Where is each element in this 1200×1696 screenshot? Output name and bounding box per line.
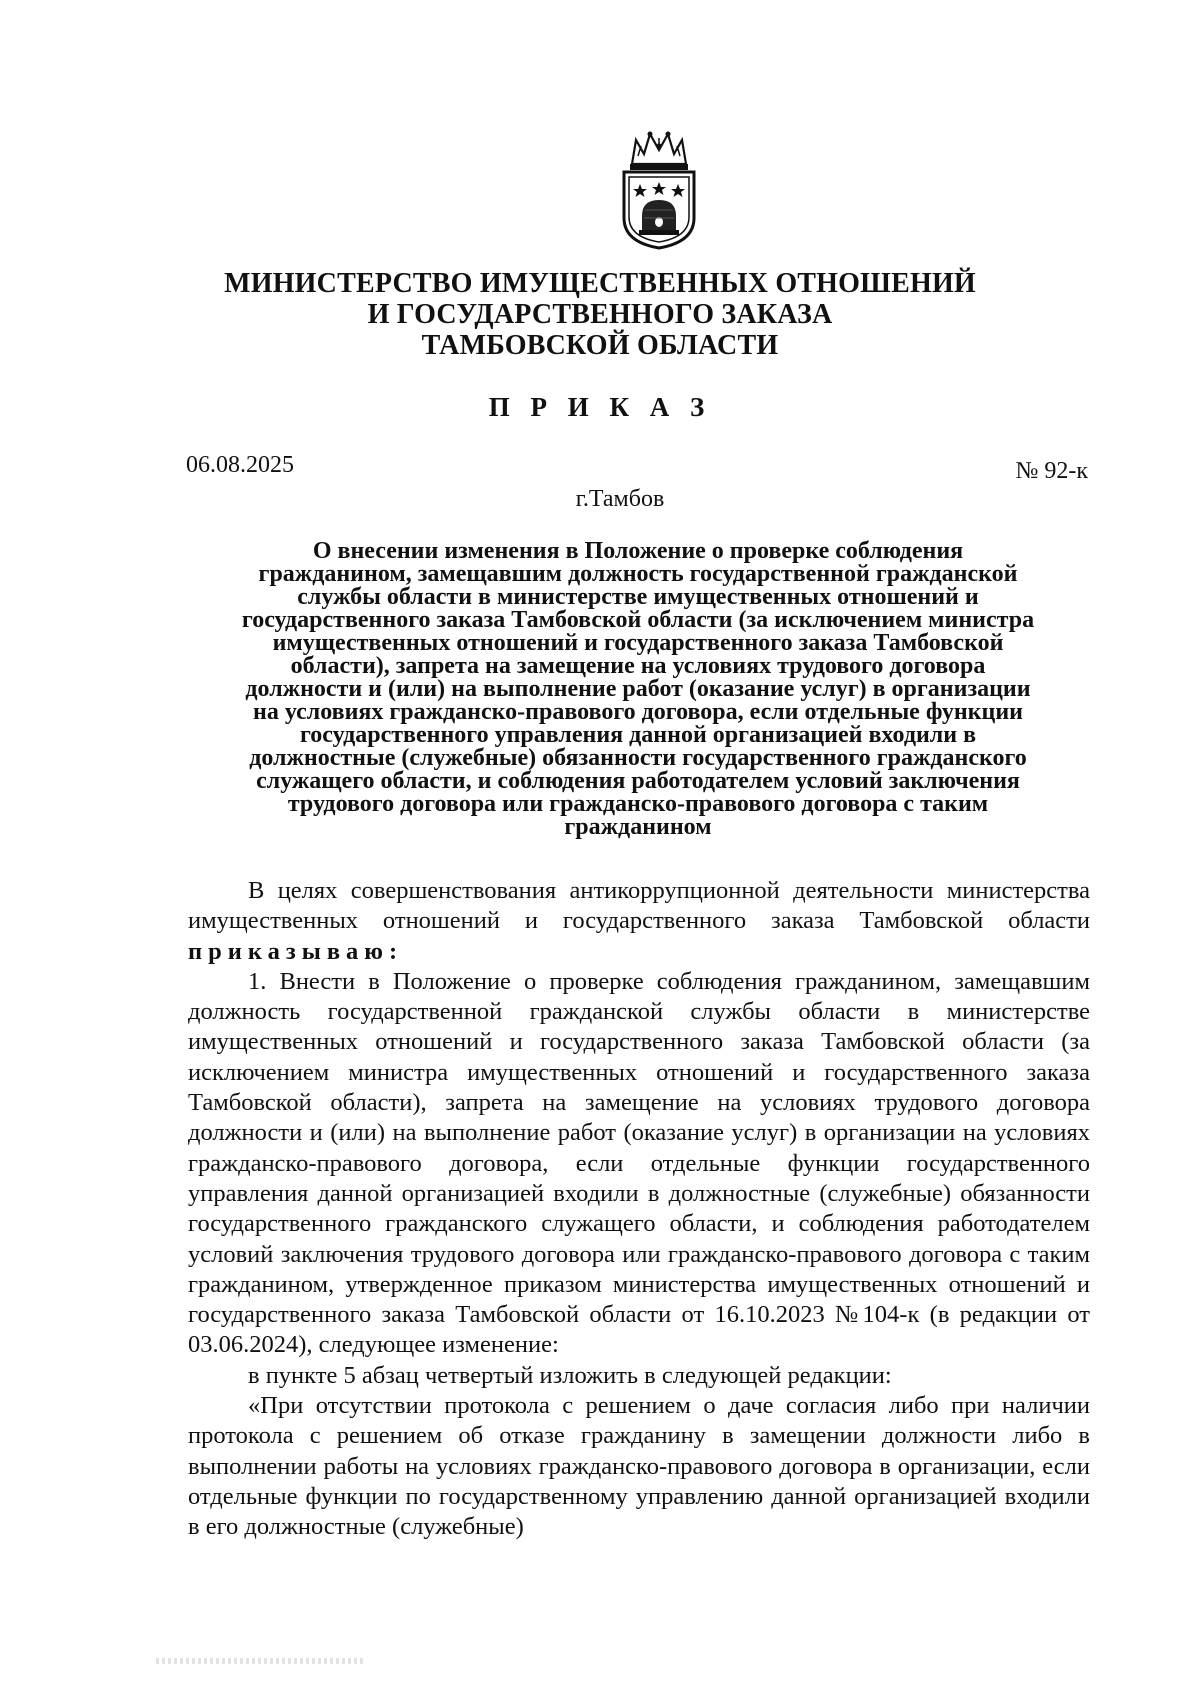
item-1-sub-paragraph: в пункте 5 абзац четвертый изложить в следующей редакции: [248,1361,892,1389]
order-subject [178,540,1098,839]
order-subject-line: гражданином, замещавшим должность государственной гражданской [258,561,1018,587]
order-subject-line: службы области в министерстве имущественных отношений и [297,584,979,610]
ministry-name [180,268,1020,361]
order-date: 06.08.2025 [186,452,294,478]
ministry-name-line: ТАМБОВСКОЙ ОБЛАСТИ [421,330,779,361]
ministry-name-line: МИНИСТЕРСТВО ИМУЩЕСТВЕННЫХ ОТНОШЕНИЙ [224,268,976,299]
order-subject-line: трудового договора или гражданско-правового договора с таким [287,791,989,817]
preamble-paragraph [188,876,1090,967]
order-title: П Р И К А З [488,392,712,422]
order-subject-line: государственного заказа Тамбовской области (за исключением министра [241,607,1035,633]
order-number: № 92-к [1015,458,1088,484]
preamble-text: В целях совершенствования антикоррупционной деятельности министерства имущественных отношений и государственного заказа Тамбовской области [188,877,1090,935]
order-subject-line: должности и (или) на выполнение работ (оказание услуг) в организации [245,676,1031,702]
order-subject-line: О внесении изменения в Положение о проверке соблюдения [312,538,964,564]
order-body [188,876,1090,1543]
ministry-name-line: И ГОСУДАРСТВЕННОГО ЗАКАЗА [367,299,833,330]
order-subject-line: государственного управления данной организацией входили в [299,722,977,748]
item-1-paragraph: 1. Внести в Положение о проверке соблюдения гражданином, замещавшим должность государственной гражданской службы области в министерстве имущественных отношений и государственного заказа Тамбовской области (за исключением министра имущественных отношений и государственного заказа Тамбовской области), запрета на замещение на условиях трудового договора должности и (или) на выполнение работ (оказание услуг) в организации на условиях гражданско-правового договора, если отдельные функции государственного управления данной организацией входили в должностные (служебные) обязанности государственного гражданского служащего области, и соблюдения работодателем условий заключения трудового договора или гражданско-правового договора с таким гражданином, утвержденное приказом министерства имущественных отношений и государственного заказа Тамбовской области от 16.10.2023 №104-к (в редакции от 03.06.2024), следующее изменение: [188,967,1090,1359]
order-subject-line: гражданином [564,814,712,840]
order-subject-line: имущественных отношений и государственного заказа Тамбовской [272,630,1004,656]
order-word: приказываю: [188,937,404,965]
order-subject-line: области), запрета на замещение на условиях трудового договора [290,653,986,679]
scan-artifact [156,1658,366,1664]
order-subject-line: служащего области, и соблюдения работодателем условий заключения [256,768,1020,794]
tambov-coat-of-arms-icon [614,126,704,251]
quoted-paragraph: «При отсутствии протокола с решением о даче согласия либо при наличии протокола с решением об отказе гражданину в замещении должности либо в выполнении работы на условиях гражданско-правового договора в организации, если отдельные функции по государственному управлению данной организацией входили в его должностные (служебные) [188,1392,1090,1541]
order-subject-line: на условиях гражданско-правового договора, если отдельные функции [253,699,1023,725]
order-subject-line: должностные (служебные) обязанности государственного гражданского [249,745,1027,771]
order-city: г.Тамбов [575,486,665,512]
